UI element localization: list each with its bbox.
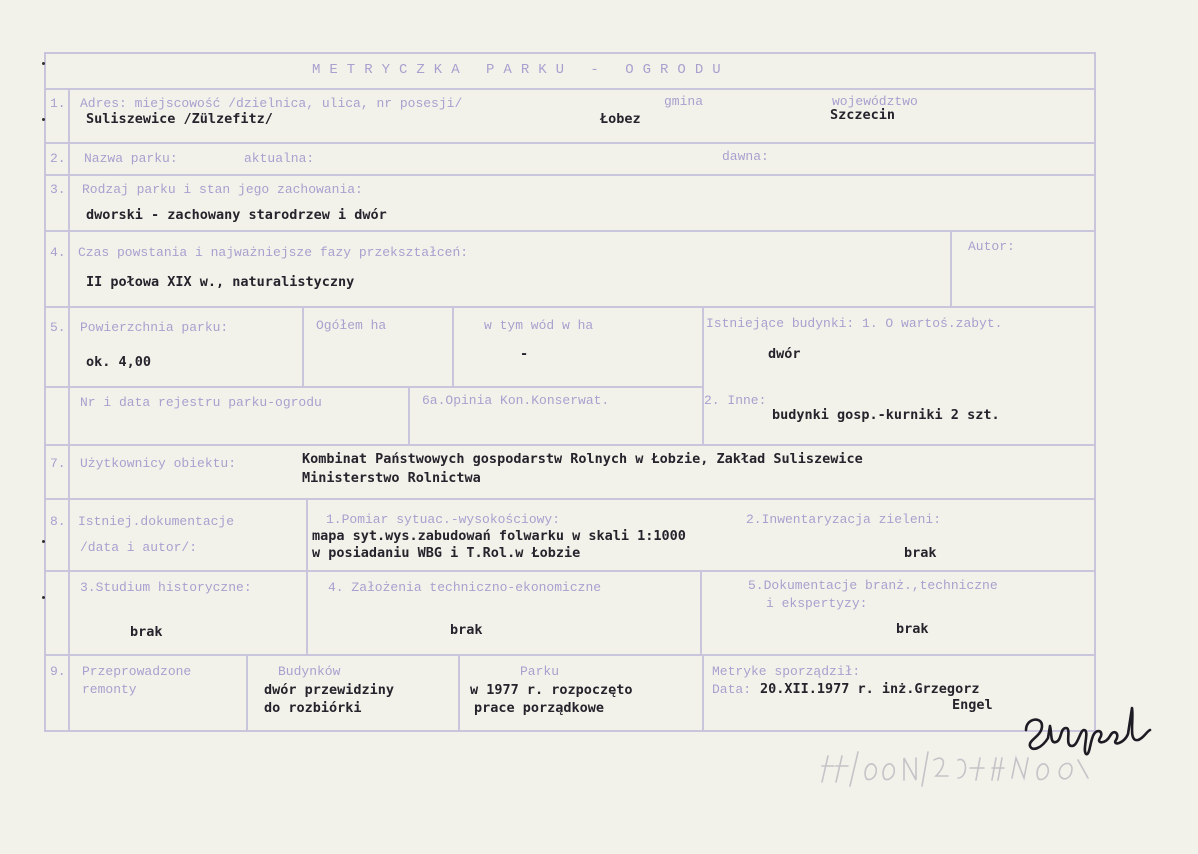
rule-row6-bottom <box>44 444 1096 446</box>
row9-park-label: Parku <box>520 664 560 679</box>
row6-other-label: 2. Inne: <box>704 393 767 408</box>
rule-row6-a <box>408 386 410 444</box>
row7-value-line1: Kombinat Państwowych gospodarstw Rolnych w Łobzie, Zakład Suliszewice <box>302 451 863 467</box>
row4-label: Czas powstania i najważniejsze fazy przekształceń: <box>78 245 469 260</box>
rule-top <box>44 52 1096 54</box>
rule-row8a-bottom <box>44 570 1096 572</box>
row5-water-value: - <box>520 346 529 362</box>
card-title: METRYCZKA PARKU - OGRODU <box>312 62 730 78</box>
row8-branch-value: brak <box>896 621 929 637</box>
rule-row3-bottom <box>44 230 1096 232</box>
row2-current-label: aktualna: <box>244 151 315 166</box>
row5-area-label: Powierzchnia parku: <box>80 320 229 335</box>
row9-number: 9. <box>50 664 66 679</box>
archive-pencil-mark <box>812 748 1102 788</box>
rule-row9-a <box>246 654 248 730</box>
rule-left <box>44 52 46 732</box>
row2-old-label: dawna: <box>722 149 769 164</box>
row4-author-label: Autor: <box>968 239 1015 254</box>
row8-survey-value1: mapa syt.wys.zabudowań folwarku w skali 1:1000 <box>312 528 686 544</box>
rule-row8-b <box>700 570 702 654</box>
row5-total-label: Ogółem ha <box>316 318 387 333</box>
rule-row8-a <box>306 498 308 654</box>
row4-value: II połowa XIX w., naturalistyczny <box>86 274 355 290</box>
rule-title-bottom <box>44 88 1096 90</box>
row5-number: 5. <box>50 320 66 335</box>
row8-branch-label1: 5.Dokumentacje branż.,techniczne <box>748 578 998 593</box>
row9-made-by-label: Metryke sporządził: <box>712 664 861 679</box>
row5-buildings-label: Istniejące budynki: 1. O wartoś.zabyt. <box>706 316 1003 331</box>
row4-number: 4. <box>50 245 66 260</box>
rule-row2-bottom <box>44 174 1096 176</box>
row9-buildings-value2: do rozbiórki <box>264 700 362 716</box>
row9-buildings-value1: dwór przewidziny <box>264 682 395 698</box>
row7-number: 7. <box>50 456 66 471</box>
row8-tech-label: 4. Założenia techniczno-ekonomiczne <box>328 580 602 595</box>
rule-row1-bottom <box>44 142 1096 144</box>
row1-gmina-label: gmina <box>664 94 704 109</box>
rule-row5-a <box>302 306 304 386</box>
rule-right <box>1094 52 1096 732</box>
margin-dot <box>42 540 45 543</box>
row2-number: 2. <box>50 151 66 166</box>
row8-inventory-label: 2.Inwentaryzacja zieleni: <box>746 512 942 527</box>
row5-water-label: w tym wód w ha <box>484 318 594 333</box>
row1-woj-value: Szczecin <box>830 107 896 123</box>
row3-number: 3. <box>50 182 66 197</box>
row8-history-value: brak <box>130 624 163 640</box>
row9-buildings-label: Budynków <box>278 664 341 679</box>
rule-row4-author <box>950 230 952 306</box>
row9-date-value: 20.XII.1977 r. inż.Grzegorz <box>760 681 980 697</box>
rule-bottom <box>44 730 1096 732</box>
row9-repairs-label2: remonty <box>82 682 137 697</box>
rule-row5-b <box>452 306 454 386</box>
row1-gmina-value: Łobez <box>600 111 641 127</box>
row9-author-value: Engel <box>952 697 993 713</box>
row9-date-label: Data: <box>712 682 752 697</box>
rule-row5-c <box>702 306 704 444</box>
rule-num-column <box>68 88 70 730</box>
row8-doc-label2: /data i autor/: <box>80 540 198 555</box>
row1-woj-label: województwo <box>832 94 918 109</box>
row6-register-label: Nr i data rejestru parku-ogrodu <box>80 395 322 410</box>
row8-number: 8. <box>50 514 66 529</box>
row8-inventory-value: brak <box>904 545 937 561</box>
row8-survey-label: 1.Pomiar sytuac.-wysokościowy: <box>326 512 561 527</box>
row8-branch-label2: i ekspertyzy: <box>766 596 868 611</box>
row8-doc-label1: Istniej.dokumentacje <box>78 514 235 529</box>
rule-row7-bottom <box>44 498 1096 500</box>
row5-total-value: ok. 4,00 <box>86 354 152 370</box>
row6-opinion-label: 6a.Opinia Kon.Konserwat. <box>422 393 610 408</box>
row8-tech-value: brak <box>450 622 483 638</box>
row8-history-label: 3.Studium historyczne: <box>80 580 252 595</box>
margin-dot <box>42 118 45 121</box>
rule-row4-bottom <box>44 306 1096 308</box>
rule-row9-c <box>702 654 704 730</box>
rule-row5-bottom <box>44 386 704 388</box>
row9-park-value1: w 1977 r. rozpoczęto <box>470 682 633 698</box>
row5-buildings-value: dwór <box>768 346 801 362</box>
row8-survey-value2: w posiadaniu WBG i T.Rol.w Łobzie <box>312 545 581 561</box>
row7-value-line2: Ministerstwo Rolnictwa <box>302 470 481 486</box>
row6-other-value: budynki gosp.-kurniki 2 szt. <box>772 407 1000 423</box>
row1-address-value: Suliszewice /Zülzefitz/ <box>86 111 273 127</box>
row9-park-value2: prace porządkowe <box>474 700 605 716</box>
row2-name-label: Nazwa parku: <box>84 151 178 166</box>
rule-row9-b <box>458 654 460 730</box>
rule-row8b-bottom <box>44 654 1096 656</box>
row3-value: dworski - zachowany starodrzew i dwór <box>86 207 387 223</box>
row1-number: 1. <box>50 96 66 111</box>
row1-address-label: Adres: miejscowość /dzielnica, ulica, nr posesji/ <box>80 96 463 111</box>
row3-label: Rodzaj parku i stan jego zachowania: <box>82 182 363 197</box>
row9-repairs-label1: Przeprowadzone <box>82 664 192 679</box>
row7-label: Użytkownicy obiektu: <box>80 456 237 471</box>
margin-dot <box>42 62 45 65</box>
margin-dot <box>42 596 45 599</box>
